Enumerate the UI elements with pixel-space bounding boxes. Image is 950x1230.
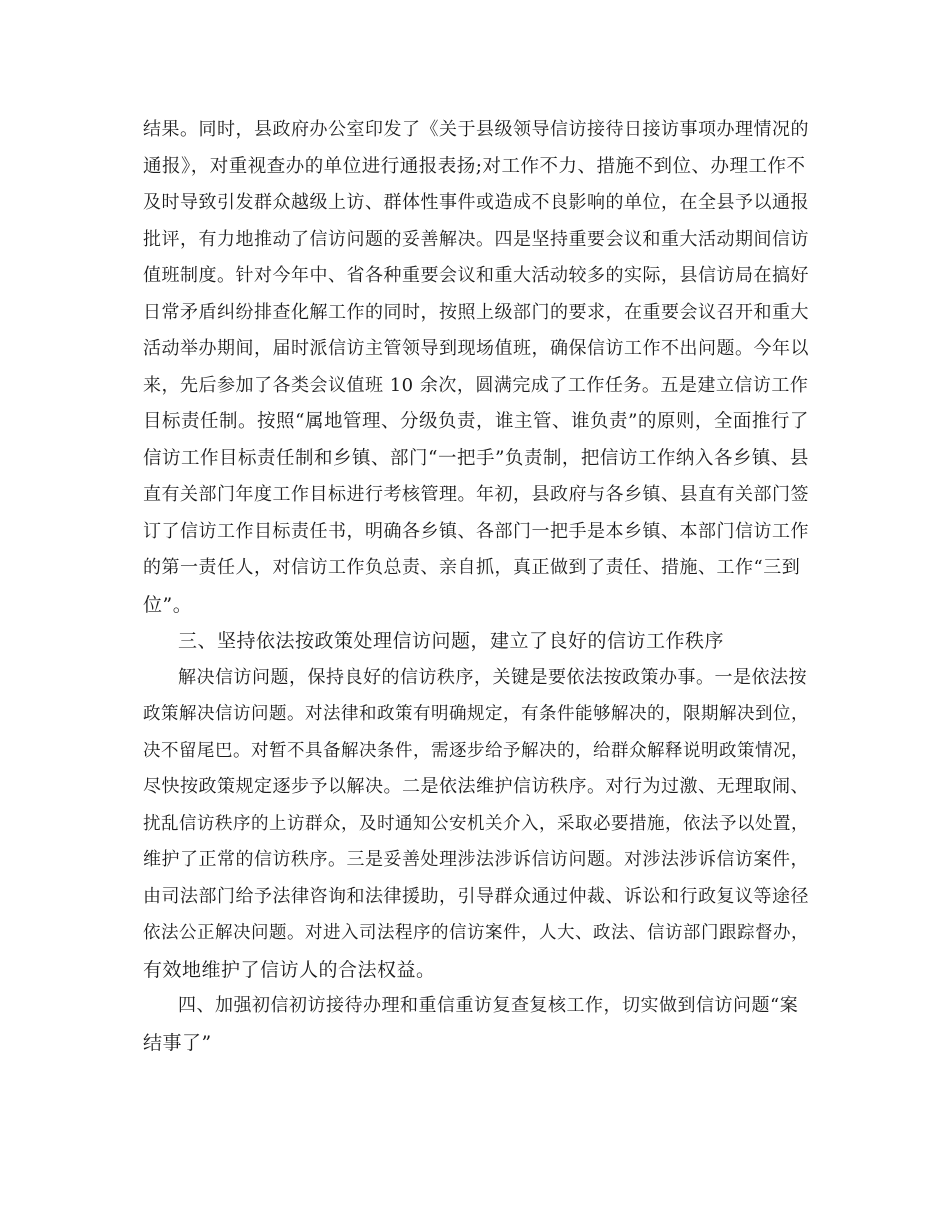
text-line: 活动举办期间，届时派信访主管领导到现场值班，确保信访工作不出问题。今年以 (143, 338, 809, 359)
text-line: 值班制度。针对今年中、省各种重要会议和重大活动较多的实际，县信访局在搞好 (143, 265, 809, 286)
text-line: 信访工作目标责任制和乡镇、部门“一把手”负责制，把信访工作纳入各乡镇、县 (143, 448, 809, 469)
section-heading: 三、坚持依法按政策处理信访问题，建立了良好的信访工作秩序 (178, 630, 725, 652)
text-line: 目标责任制。按照“属地管理、分级负责，谁主管、谁负责”的原则，全面推行了 (143, 411, 809, 432)
text-line: 批评，有力地推动了信访问题的妥善解决。四是坚持重要会议和重大活动期间信访 (143, 229, 809, 250)
text-line: 依法公正解决问题。对进入司法程序的信访案件，人大、政法、信访部门跟踪督办， (143, 923, 809, 943)
text-line: 来，先后参加了各类会议值班 10 余次，圆满完成了工作任务。五是建立信访工作 (143, 375, 809, 396)
text-line: 订了信访工作目标责任书，明确各乡镇、各部门一把手是本乡镇、本部门信访工作 (143, 521, 809, 542)
text-line: 尽快按政策规定逐步予以解决。二是依法维护信访秩序。对行为过激、无理取闹、 (143, 776, 809, 797)
text-line: 扰乱信访秩序的上访群众，及时通知公安机关介入，采取必要措施，依法予以处置， (143, 814, 809, 834)
text-line: 直有关部门年度工作目标进行考核管理。年初，县政府与各乡镇、县直有关部门签 (143, 484, 809, 505)
text-line: 及时导致引发群众越级上访、群体性事件或造成不良影响的单位，在全县予以通报 (143, 192, 809, 213)
text-line: 有效地维护了信访人的合法权益。 (143, 959, 436, 981)
text-line: 政策解决信访问题。对法律和政策有明确规定，有条件能够解决的，限期解决到位， (143, 704, 809, 724)
text-line: 日常矛盾纠纷排查化解工作的同时，按照上级部门的要求，在重要会议召开和重大 (143, 302, 809, 323)
text-line: 的第一责任人，对信访工作负总责、亲自抓，真正做到了责任、措施、工作“三到 (143, 557, 801, 578)
section-heading-continued: 结事了” (143, 1032, 212, 1054)
text-line: 结果。同时，县政府办公室印发了《关于县级领导信访接待日接访事项办理情况的 (143, 119, 809, 140)
text-line: 位”。 (143, 594, 193, 616)
text-line: 决不留尾巴。对暂不具备解决条件，需逐步给予解决的，给群众解释说明政策情况， (143, 741, 809, 761)
text-line: 由司法部门给予法律咨询和法律援助，引导群众通过仲裁、诉讼和行政复议等途径 (143, 886, 809, 907)
text-line: 通报》，对重视查办的单位进行通报表扬;对工作不力、措施不到位、办理工作不 (143, 156, 806, 177)
section-heading: 四、加强初信初访接待办理和重信重访复查复核工作，切实做到信访问题“案 (178, 995, 799, 1016)
text-line: 解决信访问题，保持良好的信访秩序，关键是要依法按政策办事。一是依法按 (178, 667, 807, 688)
text-line: 维护了正常的信访秩序。三是妥善处理涉法涉诉信访问题。对涉法涉诉信访案件， (143, 849, 809, 870)
